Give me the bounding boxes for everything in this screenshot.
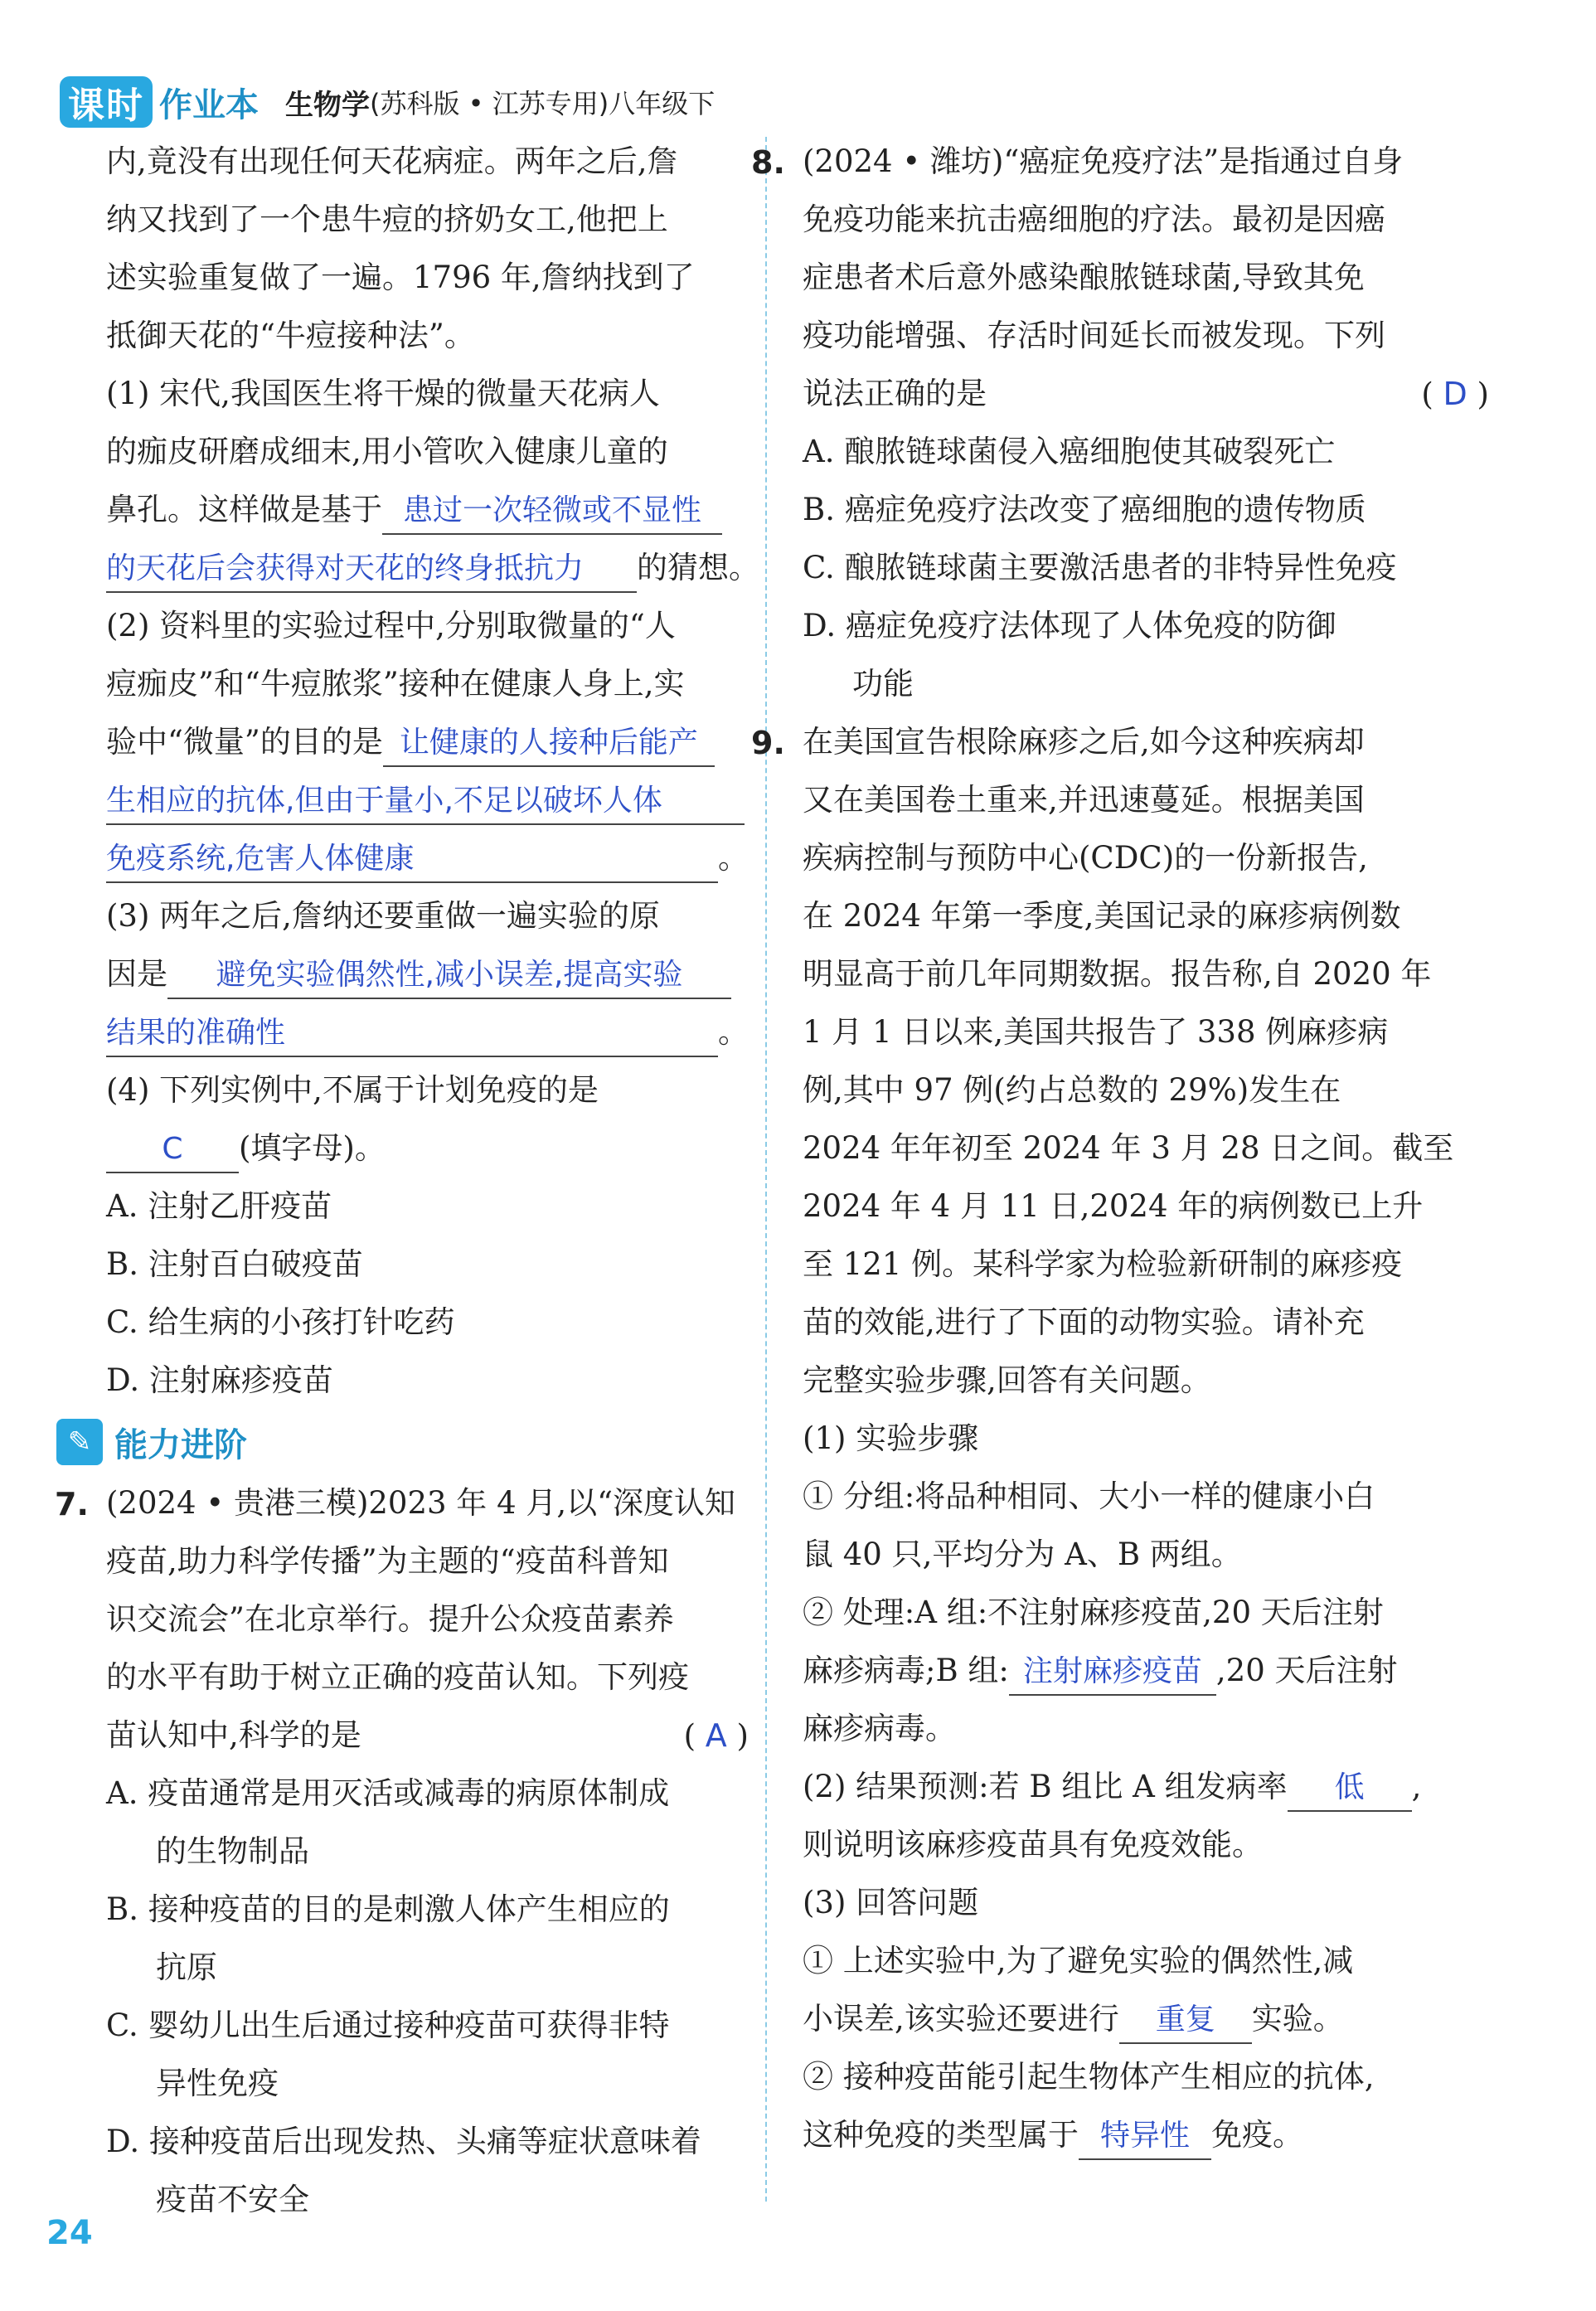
q7-line: 疫苗,助力科学传播”为主题的“疫苗科普知 [106,1543,669,1579]
q3-line [106,1003,749,1061]
question-9 [751,713,1489,2164]
q2-answer-blank: 生相应的抗体,但由于量小,不足以破坏人体 [106,779,745,825]
question-8 [751,133,1489,713]
q9-line: 在 2024 年第一季度,美国记录的麻疹病例数 [803,898,1401,934]
q8-line: 免疫功能来抗击癌细胞的疗法。最初是因癌 [803,201,1385,237]
q2-answer-blank: 让健康的人接种后能产 [383,721,715,767]
q9-line: 疾病控制与预防中心(CDC)的一份新报告, [803,840,1368,876]
q7-option-d: D. 接种疫苗后出现发热、头痛等症状意味着 [106,2124,701,2159]
q9-line: 2024 年 4 月 11 日,2024 年的病例数已上升 [803,1188,1424,1224]
q9-text: 实验。 [1251,2001,1344,2037]
q9-text: (2) 结果预测:若 B 组比 A 组发病率 [803,1769,1288,1804]
q4-answer-blank: C [106,1127,239,1173]
intro-line: 纳又找到了一个患牛痘的挤奶女工,他把上 [106,201,668,237]
q7-option-c-cont: 异性免疫 [156,2066,279,2101]
q2-line: (2) 资料里的实验过程中,分别取微量的“人 [106,608,676,643]
q2-text: 。 [718,840,749,876]
question-number: 7. [55,1486,89,1522]
q8-line [803,365,1489,423]
q8-option-d: D. 癌症免疫疗法体现了人体免疫的防御 [803,608,1336,643]
q9-answer-blank: 注射麻疹疫苗 [1009,1649,1216,1696]
q7-line [106,1707,749,1765]
q2-line [106,713,749,771]
q3-text: 。 [718,1014,749,1050]
q7-option-a: A. 疫苗通常是用灭活或减毒的病原体制成 [106,1775,670,1811]
left-column [55,133,759,2229]
q9-line: 又在美国卷土重来,并迅速蔓延。根据美国 [803,782,1365,818]
q3-line [106,945,749,1003]
q8-line: 疫功能增强、存活时间延长而被发现。下列 [803,318,1385,353]
q9-line [803,2106,1489,2164]
brand-name: 作业本 [159,85,259,124]
q7-line: (2024 • 贵港三模)2023 年 4 月,以“深度认知 [106,1485,736,1521]
q9-line: ① 分组:将品种相同、大小一样的健康小白 [803,1478,1375,1514]
question-7 [55,1474,749,2229]
page-header [60,73,715,131]
q7-option-c: C. 婴幼儿出生后通过接种疫苗可获得非特 [106,2008,670,2043]
q9-line: ① 上述实验中,为了避免实验的偶然性,减 [803,1943,1354,1978]
q1-line: (1) 宋代,我国医生将干燥的微量天花病人 [106,376,660,411]
right-column [751,133,1489,2164]
q9-subheading: (1) 实验步骤 [803,1420,979,1456]
q9-text: ,20 天后注射 [1215,1653,1398,1688]
q9-line: ② 接种疫苗能引起生物体产生相应的抗体, [803,2059,1375,2095]
q8-option-b: B. 癌症免疫疗法改变了癌细胞的遗传物质 [803,492,1366,527]
q4-option-d: D. 注射麻疹疫苗 [106,1362,333,1398]
q9-text: , [1411,1769,1422,1804]
q1-answer-blank: 的天花后会获得对天花的终身抵抗力 [106,546,637,593]
q7-option-b-cont: 抗原 [156,1949,217,1985]
q8-answer-paren: ( D ) [1421,376,1489,412]
q8-option-a: A. 酿脓链球菌侵入癌细胞使其破裂死亡 [803,434,1336,469]
q9-text: 小误差,该实验还要进行 [803,2001,1119,2037]
q7-answer: A [705,1717,727,1754]
q9-line [803,1642,1489,1700]
q7-option-b: B. 接种疫苗的目的是刺激人体产生相应的 [106,1891,670,1927]
q7-option-d-cont: 疫苗不安全 [156,2182,309,2217]
q8-line: (2024 • 潍坊)“癌症免疫疗法”是指通过自身 [803,143,1404,179]
question-number: 8. [751,144,785,181]
q7-option-a-cont: 的生物制品 [156,1833,309,1869]
q1-line [106,539,759,597]
q2-text: 验中“微量”的目的是 [106,724,383,760]
q9-line: ② 处理:A 组:不注射麻疹疫苗,20 天后注射 [803,1595,1384,1630]
q9-line: 完整实验步骤,回答有关问题。 [803,1362,1211,1398]
q9-line: 2024 年年初至 2024 年 3 月 28 日之间。截至 [803,1130,1454,1166]
q9-line: 麻疹病毒。 [803,1711,956,1746]
q1-text: 的猜想。 [637,550,759,585]
q8-answer: D [1443,376,1467,412]
q8-text: 说法正确的是 [803,376,987,411]
q9-line: 至 121 例。某科学家为检验新研制的麻疹疫 [803,1246,1403,1282]
q7-line: 识交流会”在北京举行。提升公众疫苗素养 [106,1601,674,1637]
q4-text: (填字母)。 [239,1130,386,1166]
q1-answer-blank: 患过一次轻微或不显性 [382,488,722,535]
q9-text: 麻疹病毒;B 组: [803,1653,1009,1688]
q9-answer-blank: 低 [1288,1765,1412,1812]
q8-line: 症患者术后意外感染酿脓链球菌,导致其免 [803,260,1365,295]
q4-option-a: A. 注射乙肝疫苗 [106,1188,332,1224]
q2-answer-blank: 免疫系统,危害人体健康 [106,837,718,883]
q3-answer-blank: 结果的准确性 [106,1011,718,1057]
q1-text: 鼻孔。这样做是基于 [106,492,382,527]
q7-text: 苗认知中,科学的是 [106,1717,361,1753]
q4-line [106,1119,749,1177]
section-header [56,1410,749,1474]
q2-line [106,771,749,829]
q4-line: (4) 下列实例中,不属于计划免疫的是 [106,1072,599,1108]
q4-option-b: B. 注射百白破疫苗 [106,1246,363,1282]
subject-title: 生物学 [285,88,370,122]
q9-line [803,1758,1489,1816]
q9-line: 鼠 40 只,平均分为 A、B 两组。 [803,1537,1242,1572]
q8-option-c: C. 酿脓链球菌主要激活患者的非特异性免疫 [803,550,1397,585]
q9-line: 则说明该麻疹疫苗具有免疫效能。 [803,1827,1263,1862]
q9-text: 这种免疫的类型属于 [803,2117,1079,2153]
q1-line [106,481,749,539]
q4-option-c: C. 给生病的小孩打针吃药 [106,1304,455,1340]
q2-line: 痘痂皮”和“牛痘脓浆”接种在健康人身上,实 [106,666,685,702]
q9-answer-blank: 特异性 [1079,2114,1211,2160]
intro-line: 抵御天花的“牛痘接种法”。 [106,318,475,353]
pencil-icon: ✎ [56,1419,103,1465]
q2-line [106,829,749,887]
column-divider [765,137,767,2202]
q9-text: 免疫。 [1211,2117,1303,2153]
q9-line: 苗的效能,进行了下面的动物实验。请补充 [803,1304,1365,1340]
q9-line: 明显高于前几年同期数据。报告称,自 2020 年 [803,956,1432,992]
q3-text: 因是 [106,956,167,992]
q7-line: 的水平有助于树立正确的疫苗认知。下列疫 [106,1659,689,1695]
q9-answer-blank: 重复 [1119,1998,1252,2044]
q9-line: 1 月 1 日以来,美国共报告了 338 例麻疹病 [803,1014,1389,1050]
section-title: 能力进阶 [114,1425,247,1464]
q9-subheading: (3) 回答问题 [803,1885,979,1920]
question-number: 9. [751,725,785,761]
intro-line: 述实验重复做了一遍。1796 年,詹纳找到了 [106,260,695,295]
q7-answer-paren: ( A ) [683,1717,749,1754]
q3-answer-blank: 避免实验偶然性,减小误差,提高实验 [167,953,731,999]
intro-line: 内,竟没有出现任何天花病症。两年之后,詹 [106,143,678,179]
subject-detail: (苏科版 • 江苏专用)八年级下 [370,88,716,119]
brand-logo: 课时 [60,76,153,128]
page-number: 24 [46,2214,93,2252]
q8-option-d-cont: 功能 [852,666,914,702]
q9-line: 例,其中 97 例(约占总数的 29%)发生在 [803,1072,1341,1108]
q9-line: 在美国宣告根除麻疹之后,如今这种疾病却 [803,724,1365,760]
q3-line: (3) 两年之后,詹纳还要重做一遍实验的原 [106,898,660,934]
q9-line [803,1990,1489,2048]
q1-line: 的痂皮研磨成细末,用小管吹入健康儿童的 [106,434,668,469]
